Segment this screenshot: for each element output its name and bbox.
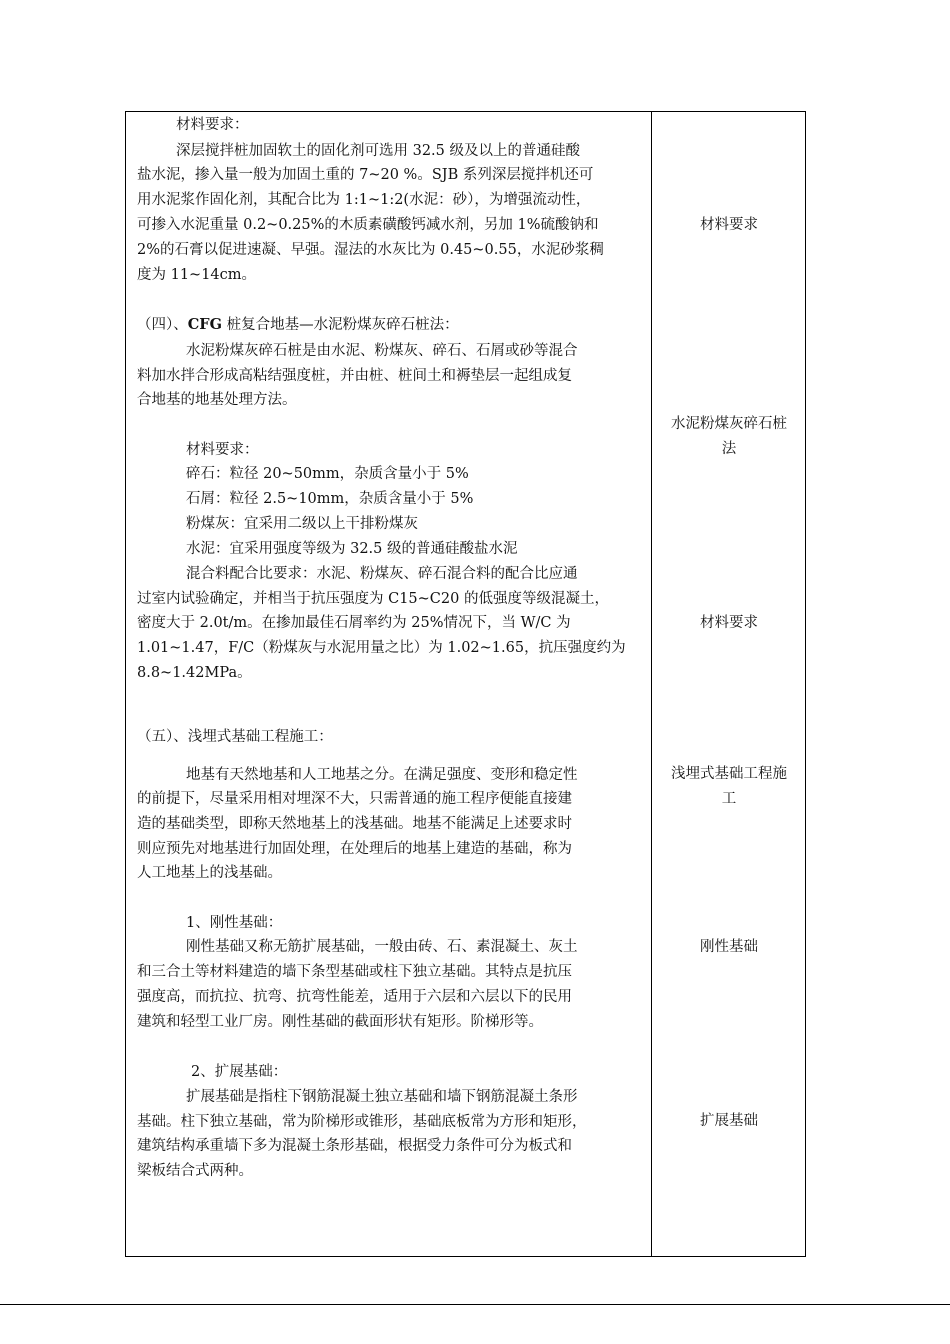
- s3-line-4: 1.01~1.47，F/C（粉煤灰与水泥用量之比）为 1.02~1.65，抗压强度约为: [137, 640, 626, 656]
- s2-line-1: 水泥粉煤灰碎石桩是由水泥、粉煤灰、碎石、石屑或砂等混合: [186, 343, 578, 359]
- s1-line-6: 度为 11~14cm。: [137, 267, 257, 283]
- s2-line-3: 合地基的地基处理方法。: [137, 392, 297, 408]
- s4-line-5: 人工地基上的浅基础。: [137, 865, 282, 881]
- s1-line-2: 盐水泥，掺入量一般为加固土重的 7~20 %。SJB 系列深层搅拌机还可: [137, 167, 594, 183]
- label-spread-foundation: 扩展基础: [700, 1113, 758, 1129]
- s3-line-3: 密度大于 2.0t/m。在掺加最佳石屑率约为 25%情况下，当 W/C 为: [137, 615, 571, 631]
- s2-line-2: 料加水拌合形成高粘结强度桩，并由桩、桩间土和褥垫层一起组成复: [137, 368, 572, 384]
- s6-line-4: 梁板结合式两种。: [137, 1163, 253, 1179]
- s1-line-5: 2%的石膏以促进速凝、早强。湿法的水灰比为 0.45~0.55，水泥砂浆稠: [137, 242, 604, 258]
- footer-rule: [0, 1304, 950, 1305]
- s2-heading: [137, 315, 459, 335]
- s3-item-4: 水泥：宜采用强度等级为 32.5 级的普通硅酸盐水泥: [186, 541, 518, 557]
- s4-line-2: 的前提下，尽量采用相对埋深不大，只需普通的施工程序便能直接建: [137, 791, 572, 807]
- s2-heading-pre: （四）、: [137, 317, 188, 333]
- label-shallow-foundation-line-2: 工: [721, 791, 737, 807]
- s2-heading-post: 桩复合地基—水泥粉煤灰碎石桩法：: [221, 317, 459, 333]
- s3-heading: 材料要求：: [186, 442, 259, 458]
- label-rigid-foundation: 刚性基础: [700, 939, 758, 955]
- s5-line-2: 和三合土等材料建造的墙下条型基础或柱下独立基础。其特点是抗压: [137, 964, 572, 980]
- s3-line-2: 过室内试验确定，并相当于抗压强度为 C15~C20 的低强度等级混凝土，: [137, 591, 609, 607]
- s1-line-1: 深层搅拌桩加固软土的固化剂可选用 32.5 级及以上的普通硅酸: [176, 143, 581, 159]
- s1-line-3: 用水泥浆作固化剂，其配合比为 1:1~1:2(水泥：砂），为增强流动性，: [137, 192, 591, 208]
- s4-line-3: 造的基础类型，即称天然地基上的浅基础。地基不能满足上述要求时: [137, 816, 572, 832]
- column-divider: [651, 111, 652, 1257]
- label-shallow-foundation-line-1: 浅埋式基础工程施: [671, 766, 787, 782]
- s6-line-1: 扩展基础是指柱下钢筋混凝土独立基础和墙下钢筋混凝土条形: [186, 1089, 578, 1105]
- s2-heading-bold: CFG: [187, 316, 222, 333]
- s1-heading: 材料要求：: [176, 117, 249, 133]
- s3-item-1: 碎石：粒径 20~50mm，杂质含量小于 5%: [186, 466, 469, 482]
- s5-line-3: 强度高，而抗拉、抗弯、抗弯性能差，适用于六层和六层以下的民用: [137, 989, 572, 1005]
- s3-item-3: 粉煤灰：宜采用二级以上干排粉煤灰: [186, 516, 418, 532]
- s4-line-1: 地基有天然地基和人工地基之分。在满足强度、变形和稳定性: [186, 767, 578, 783]
- label-cfg-pile-line-1: 水泥粉煤灰碎石桩: [671, 416, 787, 432]
- label-material-requirements-2: 材料要求: [700, 615, 758, 631]
- s3-item-2: 石屑：粒径 2.5~10mm，杂质含量小于 5%: [186, 491, 474, 507]
- s5-line-1: 刚性基础又称无筋扩展基础，一般由砖、石、素混凝土、灰土: [186, 939, 578, 955]
- s3-line-1: 混合料配合比要求：水泥、粉煤灰、碎石混合料的配合比应通: [186, 566, 578, 582]
- s6-line-3: 建筑结构承重墙下多为混凝土条形基础，根据受力条件可分为板式和: [137, 1138, 572, 1154]
- s4-line-4: 则应预先对地基进行加固处理，在处理后的地基上建造的基础，称为: [137, 841, 572, 857]
- s5-line-4: 建筑和轻型工业厂房。刚性基础的截面形状有矩形。阶梯形等。: [137, 1014, 543, 1030]
- s6-heading: 2、扩展基础：: [191, 1064, 288, 1080]
- s6-line-2: 基础。柱下独立基础，常为阶梯形或锥形，基础底板常为方形和矩形，: [137, 1114, 587, 1130]
- s5-heading: 1、刚性基础：: [186, 915, 283, 931]
- s1-line-4: 可掺入水泥重量 0.2~0.25%的木质素磺酸钙减水剂，另加 1%硫酸钠和: [137, 217, 599, 233]
- label-material-requirements-1: 材料要求: [700, 217, 758, 233]
- s4-heading: （五）、浅埋式基础工程施工：: [137, 729, 333, 745]
- label-cfg-pile-line-2: 法: [721, 441, 737, 457]
- s3-line-5: 8.8~1.42MPa。: [137, 665, 252, 681]
